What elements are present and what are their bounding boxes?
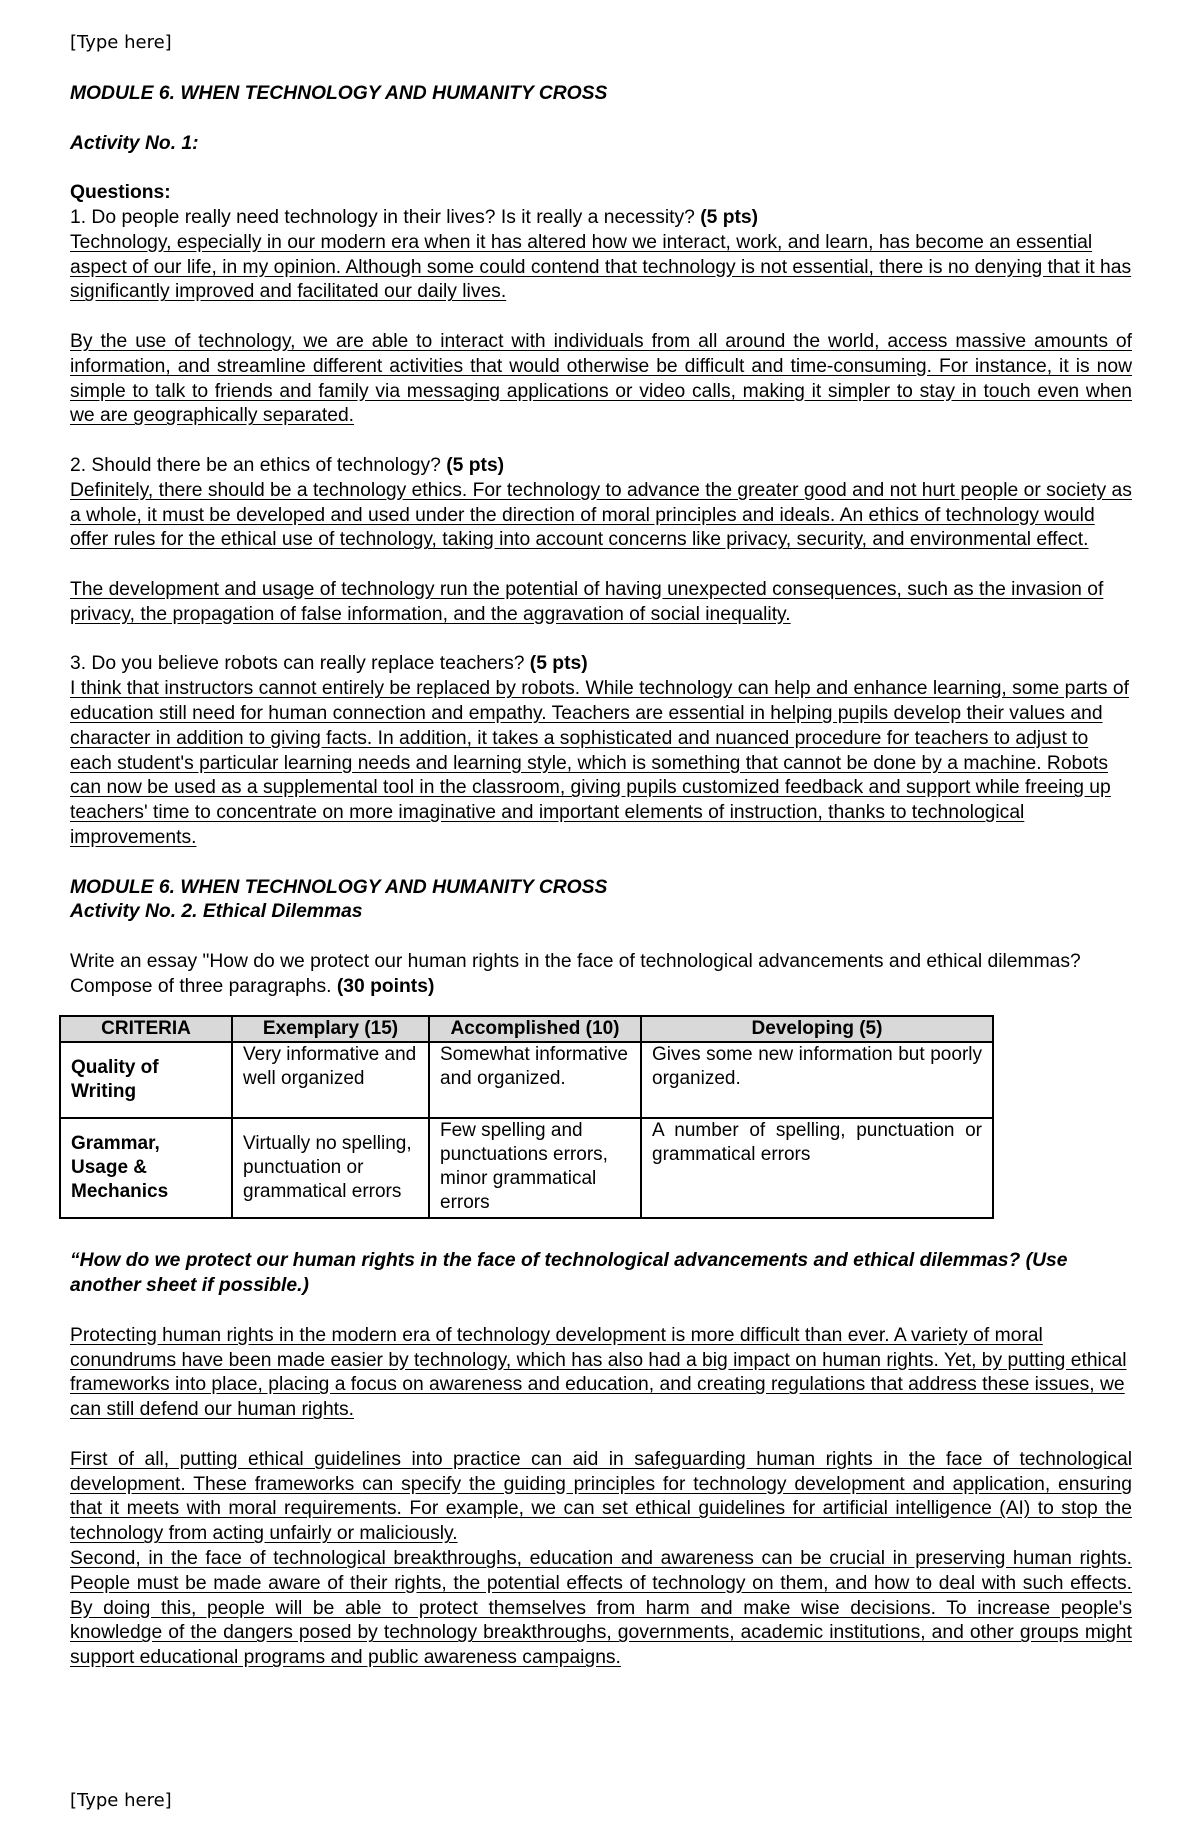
rubric-cell: Few spelling and punctuations errors, minor grammatical errors <box>429 1118 641 1218</box>
page-footer: [Type here] <box>70 1790 172 1811</box>
essay-paragraph: First of all, putting ethical guidelines into practice can aid in safeguarding human rights in the face of technological development. These frameworks can specify the guiding principles for technology development and application, ensuring that it meets with moral requirements. For example, we can set ethical guidelines for artificial intelligence (AI) to stop the technology from acting unfairly or maliciously. <box>70 1448 1132 1545</box>
rubric-header-accomplished: Accomplished (10) <box>429 1016 641 1042</box>
questions-label: Questions: <box>70 182 171 204</box>
rubric-table <box>59 1015 994 1219</box>
rubric-cell: Somewhat informative and organized. <box>429 1042 641 1118</box>
rubric-row <box>60 1118 993 1218</box>
answer-paragraph: Technology, especially in our modern era when it has altered how we interact, work, and learn, has become an essential aspect of our life, in my opinion. Although some could contend that technology is not essential, there is no denying that it has significantly improved and facilitated our daily lives. <box>70 231 1132 303</box>
essay-prompt-text: Write an essay "How do we protect our human rights in the face of technological advancements and ethical dilemmas? Compose of three paragraphs. <box>70 950 1081 997</box>
question-points: (5 pts) <box>700 206 759 228</box>
rubric-criteria: Grammar, Usage & Mechanics <box>60 1118 232 1218</box>
rubric-cell: Gives some new information but poorly organized. <box>641 1042 993 1118</box>
document-body <box>70 82 1132 1671</box>
page-header: [Type here] <box>70 32 172 53</box>
document-page <box>70 0 1132 1835</box>
answer-paragraph: I think that instructors cannot entirely be replaced by robots. While technology can help and enhance learning, some parts of education still need for human connection and empathy. Teachers are essential in helping pupils develop their values and character in addition to giving facts. In addition, it takes a sophisticated and nuanced procedure for teachers to adjust to each student's particular learning needs and learning style, which is something that cannot be done by a machine. Robots can now be used as a supplemental tool in the classroom, giving pupils customized feedback and support while freeing up teachers' time to concentrate on more imaginative and important elements of instruction, thanks to technological improvements. <box>70 678 1129 848</box>
module-title: MODULE 6. WHEN TECHNOLOGY AND HUMANITY CROSS <box>70 876 608 898</box>
essay-paragraph: Second, in the face of technological breakthroughs, education and awareness can be crucial in preserving human rights. People must be made aware of their rights, the potential effects of technology on them, and how to deal with such effects. By doing this, people will be able to protect themselves from harm and make wise decisions. To increase people's knowledge of the dangers posed by technology breakthroughs, governments, academic institutions, and other groups might support educational programs and public awareness campaigns. <box>70 1548 1132 1669</box>
essay-points: (30 points) <box>336 975 435 997</box>
rubric-cell: A number of spelling, punctuation or grammatical errors <box>641 1118 993 1218</box>
question-text: 1. Do people really need technology in their lives? Is it really a necessity? <box>70 206 701 228</box>
rubric-cell: Virtually no spelling, punctuation or grammatical errors <box>232 1118 429 1218</box>
rubric-row <box>60 1042 993 1118</box>
rubric-header-row <box>60 1016 993 1042</box>
question-text: 3. Do you believe robots can really replace teachers? <box>70 653 530 675</box>
question-3 <box>70 652 1132 677</box>
rubric-header-developing: Developing (5) <box>641 1016 993 1042</box>
answer-paragraph: The development and usage of technology run the potential of having unexpected consequences, such as the invasion of privacy, the propagation of false information, and the aggravation of social inequality. <box>70 578 1104 625</box>
question-points: (5 pts) <box>529 653 588 675</box>
rubric-header-criteria: CRITERIA <box>60 1016 232 1042</box>
answer-paragraph: Definitely, there should be a technology ethics. For technology to advance the greater good and not hurt people or society as a whole, it must be developed and used under the direction of moral principles and ideals. An ethics of technology would offer rules for the ethical use of technology, taking into account concerns like privacy, security, and environmental effect. <box>70 479 1132 551</box>
question-2 <box>70 454 1132 479</box>
question-text: 2. Should there be an ethics of technology? <box>70 454 447 476</box>
rubric-cell: Very informative and well organized <box>232 1042 429 1118</box>
essay-question: “How do we protect our human rights in the face of technological advancements and ethical dilemmas? (Use another sheet if possible.) <box>70 1250 1068 1297</box>
activity-title: Activity No. 2. Ethical Dilemmas <box>70 901 363 923</box>
rubric-header-exemplary: Exemplary (15) <box>232 1016 429 1042</box>
question-points: (5 pts) <box>446 454 505 476</box>
rubric-criteria: Quality of Writing <box>60 1042 232 1118</box>
question-1 <box>70 206 1132 231</box>
essay-paragraph: Protecting human rights in the modern era of technology development is more difficult than ever. A variety of moral conundrums have been made easier by technology, which has also had a big impact on human rights. Yet, by putting ethical frameworks into place, placing a focus on awareness and education, and creating regulations that address these issues, we can still defend our human rights. <box>70 1324 1127 1421</box>
essay-prompt <box>70 950 1132 1000</box>
module-title: MODULE 6. WHEN TECHNOLOGY AND HUMANITY CROSS <box>70 83 608 104</box>
answer-paragraph: By the use of technology, we are able to interact with individuals from all around the world, access massive amounts of information, and streamline different activities that would otherwise be difficult and time-consuming. For instance, it is now simple to talk to friends and family via messaging applications or video calls, making it simpler to stay in touch even when we are geographically separated. <box>70 330 1132 427</box>
activity-title: Activity No. 1: <box>70 132 199 154</box>
